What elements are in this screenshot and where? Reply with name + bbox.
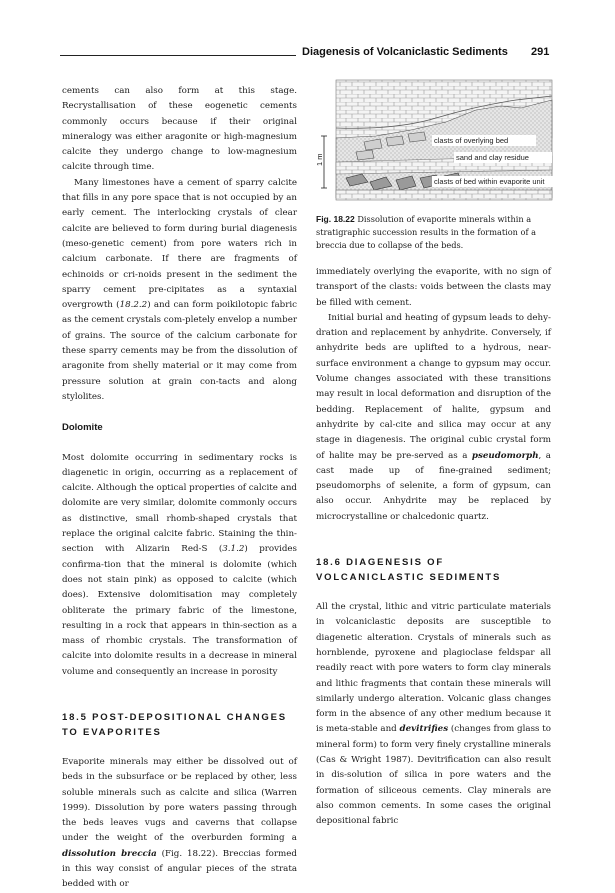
label-clasts-overlying-bed: clasts of overlying bed bbox=[434, 136, 509, 145]
section-heading-18-5: 18.5 POST-DEPOSITIONAL CHANGES TO EVAPORITES bbox=[62, 711, 287, 738]
caption-text: Dissolution of evaporite minerals within a stratigraphic succession results in the formation of a breccia due to collapse of the beds. bbox=[316, 214, 536, 250]
paragraph: Evaporite minerals may either be dissolved out of beds in the subsurface or be replaced by other, less soluble minerals such as calcite and silica (Warren 1999). Dissolution by pore waters passing through the beds leaves vugs and caverns that collapse under the weight of the overburden forming a dissolution breccia (Fig. 18.22). Breccias formed in this way consist of angular pieces of the strata bedded with or bbox=[62, 756, 297, 890]
paragraph: cements can also form at this stage. Recrystallisation of these eogenetic cements commonly occurs because if their original mineralogy was either aragonite or high-magnesium calcite they undergo change to low-magnesium calcite through time. bbox=[62, 86, 297, 173]
running-title: Diagenesis of Volcaniclastic Sediments bbox=[302, 46, 508, 58]
figure-caption bbox=[316, 213, 552, 252]
cross-reference: 18.2.2 bbox=[119, 300, 148, 311]
paragraph: All the crystal, lithic and vitric particulate materials in volcaniclastic deposits are susceptible to diagenetic alteration. Crystals of minerals such as hornblende, pyroxene and plagioclase feldspar all readily react with pore waters to form clay minerals and lithic fragments that contain these minerals will similarly undergo alteration. Volcanic glass changes form in the absence of any other medium because it is meta-stable and devitrifies (changes from glass to mineral form) to form very finely crystalline minerals (Cas & Wright 1987). Devitrification can also result in dis-solution of silica in pore waters and the formation of siliceous cements. Clay minerals are also common cements. In some cases the original depositional fabric bbox=[316, 602, 551, 827]
paragraph: Many limestones have a cement of sparry calcite that fills in any pore space that is not occupied by an early cement. The interlocking crystals of clear calcite are believed to form during burial diagenesis (meso-genetic cement) from pore waters rich in calcium carbonate. If there are fragments of echinoids or cri-noids present in the sediment the sparry cement pre-cipitates as a syntaxial overgrowth (18.2.2) and can form poikilotopic fabric as the cement crystals com-pletely envelop a number of grains. The source of the calcium carbonate for these sparry cements may be from the dissolution of aragonite from shelly material or it may come from pressure solution at grain con-tacts and along stylolites. bbox=[62, 177, 298, 402]
label-clasts-of-bed: clasts of bed within evaporite unit bbox=[434, 177, 545, 186]
key-term: dissolution breccia bbox=[62, 848, 157, 859]
cross-reference: 3.1.2 bbox=[222, 544, 245, 555]
key-term: devitrifies bbox=[399, 724, 449, 735]
key-term: pseudomorph bbox=[471, 450, 539, 461]
paragraph: Initial burial and heating of gypsum leads to dehy-dration and replacement by anhydrite. Conversely, if anhydrite beds are uplifted to a hydrous, near-surface environment a change to gypsum may occur. Volume changes associated with these transitions may result in local deformation and disruption of the bedding. Replacement of halite, gypsum and anhydrite by cal-cite and silica may occur at any stage in diagenesis. The original cubic crystal form of halite may be pre-served as a pseudomorph, a cast made up of fine-grained sediment; pseudomorphs of selenite, a form of gypsum, can also occur. Anhydrite may be replaced by microcrystalline or chalcedonic quartz. bbox=[316, 312, 551, 522]
caption-label: Fig. 18.22 bbox=[316, 214, 355, 224]
paragraph: Most dolomite occurring in sedimentary rocks is diagenetic in origin, occurring as a replacement of calcite. Although the optical properties of calcite and dolomite are very similar, dolomite commonly occurs as distinctive, small rhomb-shaped crystals that replace the original calcite fabric. Staining the thin-section with Alizarin Red-S (3.1.2) provides confirma-tion that the mineral is dolomite (which does not stain pink) as opposed to calcite (which does). Extensive dolomitisation may completely obliterate the primary fabric of the limestone, resulting in a rock that appears in thin-section as a mass of rhombic crystals. The transformation of calcite into dolomite results in a decrease in mineral volume and consequently an increase in porosity bbox=[62, 452, 297, 677]
right-column bbox=[316, 265, 551, 830]
page-number: 291 bbox=[531, 46, 550, 58]
scale-label: 1 m bbox=[315, 153, 324, 166]
paragraph: immediately overlying the evaporite, with no sign of transport of the clasts: voids between the clasts may be filled with cement. bbox=[316, 267, 551, 308]
left-column bbox=[62, 84, 297, 893]
header-rule bbox=[60, 55, 296, 56]
dissolution-breccia-diagram bbox=[316, 78, 556, 203]
section-heading-18-6: 18.6 DIAGENESIS OF VOLCANICLASTIC SEDIMENTS bbox=[316, 557, 502, 584]
subheading-dolomite: Dolomite bbox=[62, 422, 103, 434]
figure-18-22 bbox=[316, 78, 556, 207]
label-sand-clay-residue: sand and clay residue bbox=[456, 153, 529, 162]
